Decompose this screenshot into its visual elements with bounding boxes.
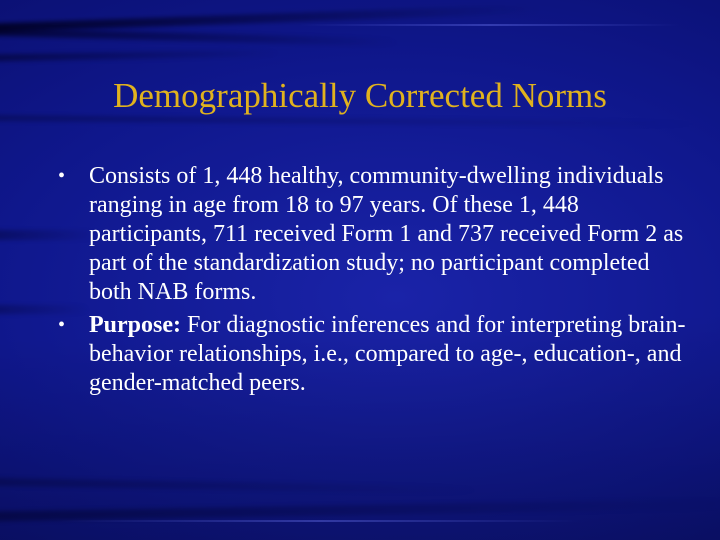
- background-streak: [0, 49, 280, 61]
- slide-title: Demographically Corrected Norms: [113, 76, 607, 115]
- background-glint: [300, 24, 680, 26]
- background-streak: [0, 4, 540, 33]
- background-streak: [0, 28, 400, 47]
- background-streak: [0, 498, 720, 521]
- bullet-lead: Purpose:: [89, 312, 181, 338]
- background-streak: [0, 115, 700, 127]
- bullet-text: Consists of 1, 448 healthy, community-dwelling individuals ranging in age from 18 to 97 years. Of these 1, 448 participants, 711 received Form 1 and 737 received Form 2 as part of the standardization study; no participant completed both NAB forms.: [89, 163, 684, 305]
- bullet-item: [58, 311, 698, 398]
- bullet-icon: •: [58, 314, 66, 336]
- background-streak: [0, 478, 480, 495]
- bullet-text: For diagnostic inferences and for interpreting brain-behavior relationships, i.e., compared to age-, education-, and gender-matched peers.: [89, 312, 686, 396]
- slide-body: [58, 162, 698, 402]
- bullet-icon: •: [58, 165, 66, 187]
- bullet-item: [58, 162, 698, 307]
- background-glint: [60, 520, 580, 522]
